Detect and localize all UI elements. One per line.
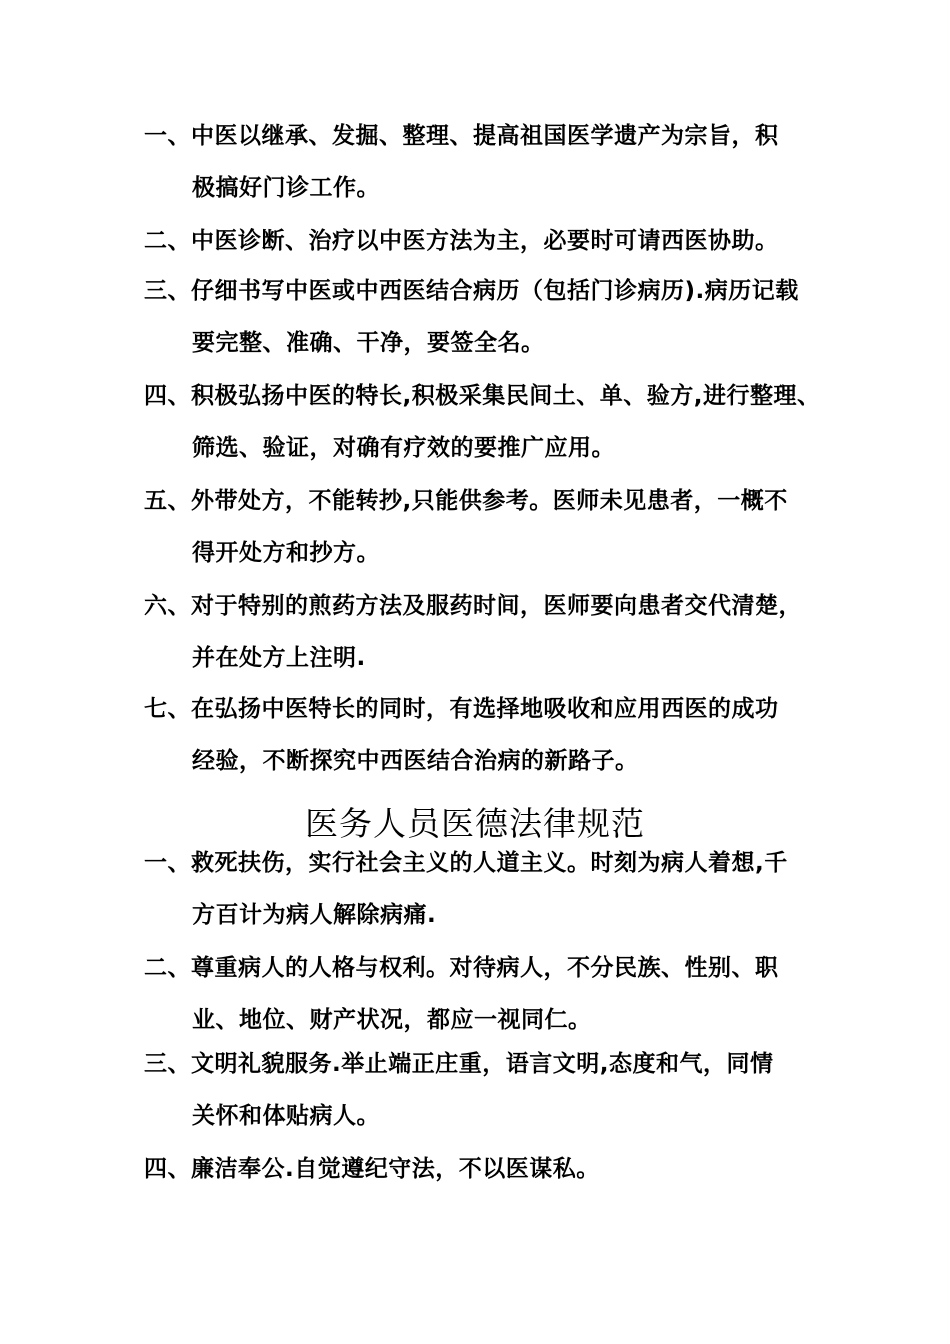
rule-line: 一、中医以继承、发掘、整理、提高祖国医学遗产为宗旨，积: [144, 123, 779, 149]
rule-line: 并在处方上注明.: [192, 645, 366, 671]
rule-line: 经验，不断探究中西医结合治病的新路子。: [192, 748, 639, 774]
rule-line: 一、救死扶伤，实行社会主义的人道主义。时刻为病人着想,千: [144, 850, 788, 876]
rule-item-6: [144, 580, 834, 684]
rule-line: 方百计为病人解除病痛.: [192, 902, 437, 928]
rule-line: 要完整、准确、干净，要签全名。: [192, 330, 545, 356]
rule-line: 四、廉洁奉公.自觉遵纪守法，不以医谋私。: [144, 1156, 600, 1182]
rule-item-7: [144, 683, 834, 787]
rule-line: 二、中医诊断、治疗以中医方法为主，必要时可请西医协助。: [144, 228, 779, 254]
rule-line: 六、对于特别的煎药方法及服药时间，医师要向患者交代清楚，: [144, 593, 802, 619]
rule-item-3: [144, 265, 834, 369]
rule-line: 业、地位、财产状况，都应一视同仁。: [192, 1007, 592, 1033]
rule-item-4: [144, 370, 834, 474]
rule-line: 三、文明礼貌服务.举止端正庄重，语言文明,态度和气，同情: [144, 1051, 774, 1077]
section-title: 医务人员医德法律规范: [305, 804, 645, 843]
rule-line: 五、外带处方，不能转抄,只能供参考。医师未见患者，一概不: [144, 488, 788, 514]
ethics-item-4: [144, 1143, 834, 1195]
rule-line: 三、仔细书写中医或中西医结合病历（包括门诊病历).病历记载: [144, 278, 799, 304]
rule-item-1: [144, 110, 834, 214]
rule-line: 得开处方和抄方。: [192, 540, 380, 566]
ethics-item-2: [144, 942, 834, 1046]
rule-item-5: [144, 475, 834, 579]
rule-line: 二、尊重病人的人格与权利。对待病人，不分民族、性别、职: [144, 955, 779, 981]
ethics-item-3: [144, 1038, 834, 1142]
rule-line: 四、积极弘扬中医的特长,积极采集民间土、单、验方,进行整理、: [144, 383, 821, 409]
ethics-item-1: [144, 837, 834, 941]
rule-line: 筛选、验证，对确有疗效的要推广应用。: [192, 435, 615, 461]
rule-line: 极搞好门诊工作。: [192, 175, 380, 201]
rule-line: 七、在弘扬中医特长的同时，有选择地吸收和应用西医的成功: [144, 696, 779, 722]
rule-line: 关怀和体贴病人。: [192, 1103, 380, 1129]
rule-item-2: [144, 215, 834, 267]
